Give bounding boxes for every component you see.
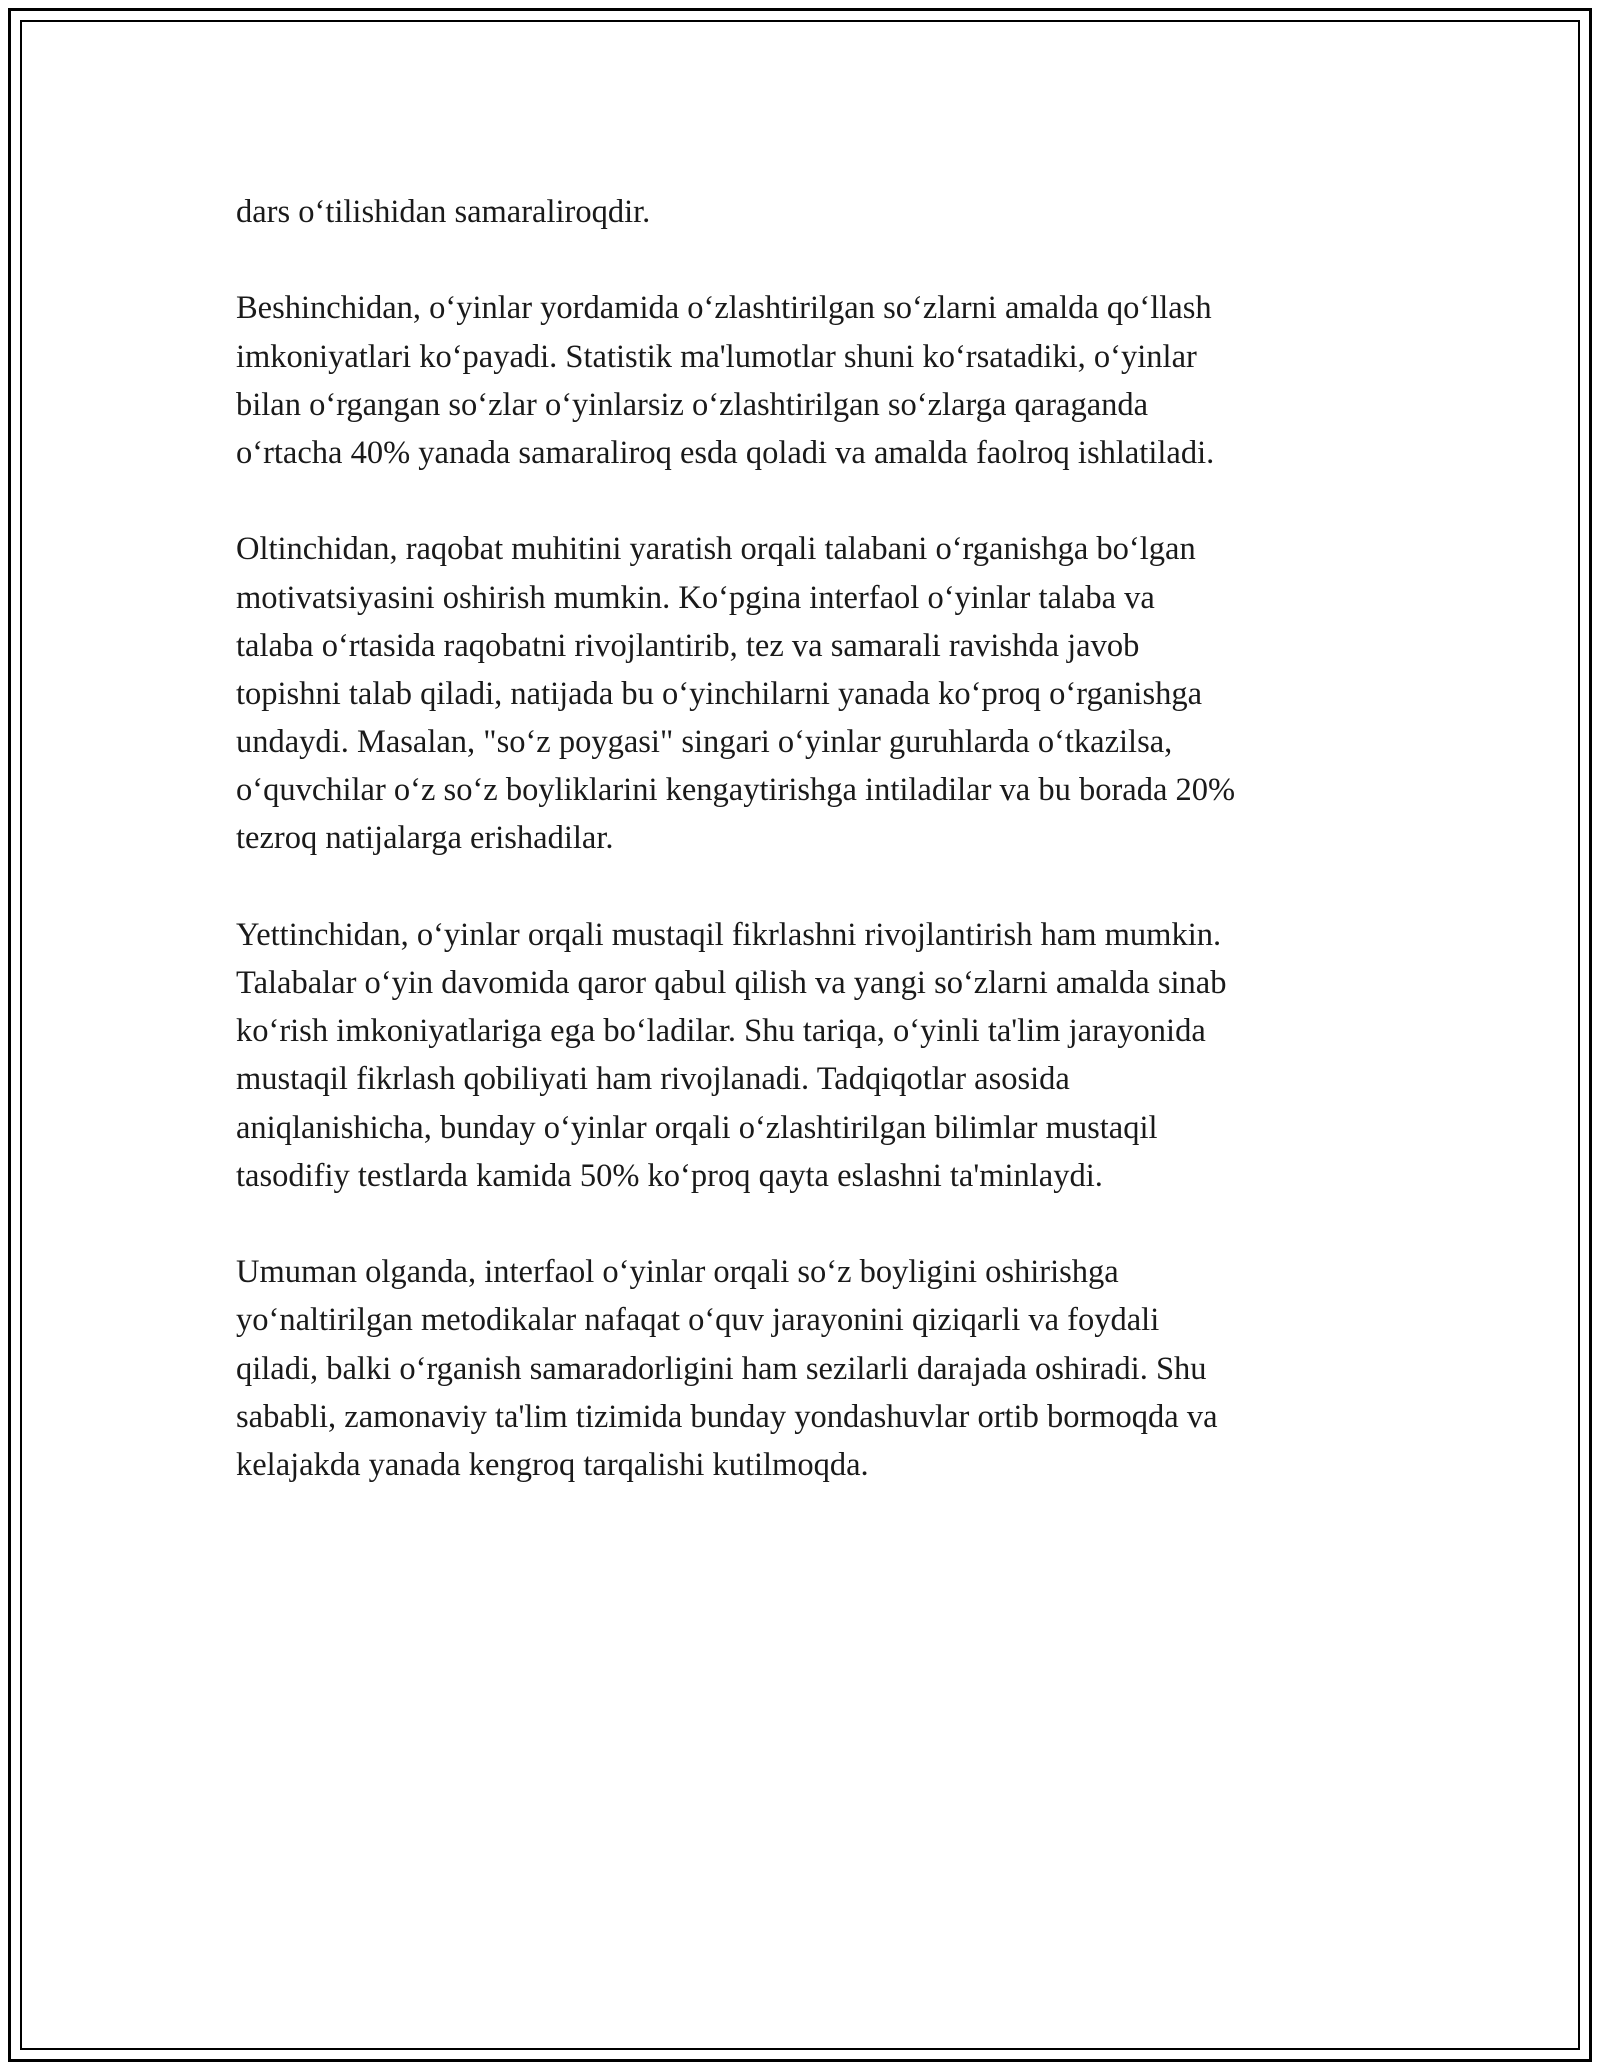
paragraph-beshinchidan — [236, 284, 1376, 477]
text-line: mustaqil fikrlash qobiliyati ham rivojlanadi. Tadqiqotlar asosida — [236, 1061, 1070, 1098]
paragraph-oltinchidan — [236, 525, 1376, 862]
text-line: Beshinchidan, oʻyinlar yordamida oʻzlashtirilgan soʻzlarni amalda qoʻllash — [236, 290, 1212, 327]
text-line: koʻrish imkoniyatlariga ega boʻladilar. Shu tariqa, oʻyinli ta'lim jarayonida — [236, 1013, 1206, 1050]
text-line: yoʻnaltirilgan metodikalar nafaqat oʻquv jarayonini qiziqarli va foydali — [236, 1302, 1160, 1339]
text-line: sababli, zamonaviy ta'lim tizimida bunday yondashuvlar ortib bormoqda va — [236, 1398, 1218, 1435]
text-line: oʻquvchilar oʻz soʻz boyliklarini kengaytirishga intiladilar va bu borada 20% — [236, 772, 1236, 809]
text-line: qiladi, balki oʻrganish samaradorligini ham sezilarli darajada oshiradi. Shu — [236, 1350, 1207, 1387]
text-line: oʻrtacha 40% yanada samaraliroq esda qoladi va amalda faolroq ishlatiladi. — [236, 434, 1215, 471]
text-line: topishni talab qiladi, natijada bu oʻyinchilarni yanada koʻproq oʻrganishga — [236, 675, 1203, 712]
text-line: Yettinchidan, oʻyinlar orqali mustaqil fikrlashni rivojlantirish ham mumkin. — [236, 916, 1222, 953]
text-line: bilan oʻrgangan soʻzlar oʻyinlarsiz oʻzlashtirilgan soʻzlarga qaraganda — [236, 386, 1149, 423]
text-line: tasodifiy testlarda kamida 50% koʻproq qayta eslashni ta'minlaydi. — [236, 1157, 1103, 1194]
text-line: aniqlanishicha, bunday oʻyinlar orqali oʻzlashtirilgan bilimlar mustaqil — [236, 1109, 1158, 1146]
text-line: undaydi. Masalan, "soʻz poygasi" singari oʻyinlar guruhlarda oʻtkazilsa, — [236, 724, 1173, 761]
text-line: Oltinchidan, raqobat muhitini yaratish orqali talabani oʻrganishga boʻlgan — [236, 531, 1196, 568]
paragraph-umuman-olganda — [236, 1248, 1376, 1489]
text-line: imkoniyatlari koʻpayadi. Statistik ma'lumotlar shuni koʻrsatadiki, oʻyinlar — [236, 338, 1197, 375]
text-line: tezroq natijalarga erishadilar. — [236, 820, 614, 857]
document-body — [236, 188, 1376, 1489]
text-line: motivatsiyasini oshirish mumkin. Koʻpgina interfaol oʻyinlar talaba va — [236, 579, 1155, 616]
text-line: Umuman olganda, interfaol oʻyinlar orqali soʻz boyligini oshirishga — [236, 1254, 1119, 1291]
text-line: dars oʻtilishidan samaraliroqdir. — [236, 194, 651, 230]
text-line: kelajakda yanada kengroq tarqalishi kutilmoqda. — [236, 1446, 869, 1483]
paragraph-continuation — [236, 188, 1376, 236]
text-line: talaba oʻrtasida raqobatni rivojlantirib, tez va samarali ravishda javob — [236, 627, 1140, 664]
text-line: Talabalar oʻyin davomida qaror qabul qilish va yangi soʻzlarni amalda sinab — [236, 965, 1227, 1001]
paragraph-yettinchidan — [236, 911, 1376, 1200]
